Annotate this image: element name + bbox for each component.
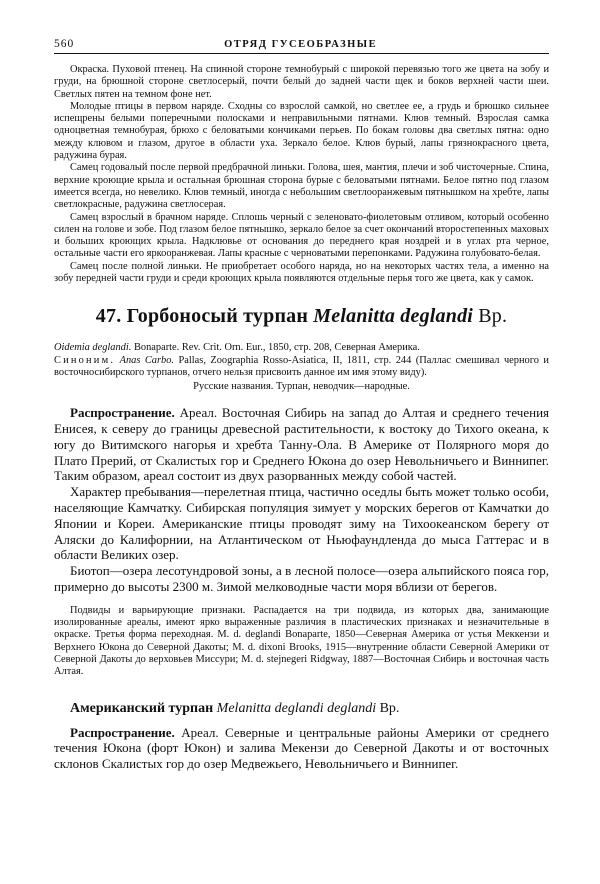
synonymy (54, 342, 549, 379)
synonym-latin-2: Anas Carbo. (119, 354, 175, 366)
header-rule (54, 53, 549, 54)
paragraph-subspecies: Подвиды и варьирующие признаки. Распадается на три подвида, из которых два, занимающие изолированные ареалы, имеют ярко выраженные различия в пластических признаках и незначительные в окраске. Третья форма переходная. M. d. deglandi Bonaparte, 1850—Северная Америка от устья Меккензи и Верхнего Юкона до Северной Дакоты; M. d. dixoni Brooks, 1915—внутренние области Северной Америки от Северной Дакоты до верховьев Миссури; M. d. stejnegeri Ridgway, 1887—Восточная Сибирь и восточная часть Алтая. (54, 604, 549, 678)
paragraph-yearling-male: Самец годовалый после первой предбрачной линьки. Голова, шея, мантия, плечи и зоб чисточерные. Спина, верхние кроющие крыла и остальная брюшная сторона бурые с беловатыми пятнами. Белое пятно под глазом имеется всегда, но невелико. Клюв темный, иногда с небольшим светлооранжевым пятнышком на хребте, лапы светлокрасные, радужина светлосерая. (54, 162, 549, 211)
american-distribution-label: Распространение. (70, 724, 175, 740)
paragraph-coloration: Окраска. Пуховой птенец. На спинной стороне темнобурый с широкой перевязью того же цвета на зобу и груди, на брюшной стороне светлосерый, почти белый до задней части щек и боков верхней части шеи. Светлых пятен на темном фоне нет. (54, 64, 549, 100)
subspecies-name: Американский турпан (70, 700, 214, 716)
paragraph-male-molt: Самец после полной линьки. Не приобретает особого наряда, но на некоторых частях тела, а именно на зобу передней части груди и среди кроющих крыла появляются отдельные перья того же цвета, как у самок. (54, 260, 549, 285)
species-heading (54, 305, 549, 328)
species-latin: Melanitta deglandi (313, 305, 474, 328)
book-page (54, 36, 549, 772)
page-number: 560 (54, 38, 75, 50)
paragraph-character: Характер пребывания—перелетная птица, частично оседлы быть может только особи, населяющие Камчатку. Сибирская популяция зимует у морских берегов от Камчатки до Японии и Кореи. Американские птицы проводят зиму на Тихоокеанском берегу от Аляски до Калифорнии, на Атлантическом от Ньюфаундленда до мыса Гаттерас и в области Великих озер. (54, 484, 549, 563)
paragraph-distribution (54, 405, 549, 484)
species-number-name: 47. Горбоносый турпан (95, 305, 309, 328)
paragraph-american-distribution (54, 725, 549, 772)
distribution-text: Ареал. Восточная Сибирь на запад до Алтая и среднего течения Енисея, к северу до границы древесной растительности, к востоку до Тихого океана, к югу до Витимского нагорья и хребта Танну-Ола. В Америке от Полярного моря до Плато Прерий, от Скалистых гор и Среднего Юкона до озер Невольничьего и Виннипег. Таким образом, ареал состоит из двух разорванных между собой частей. (54, 405, 550, 484)
subspecies-latin: Melanitta deglandi deglandi (216, 700, 377, 716)
american-distribution-text: Ареал. Северные и центральные районы Америки от среднего течения Юкона (форт Юкон) и залива Мекензи до Северной Дакоты и от восточных склонов Скалистых гор до озер Медвежьего, Невольничьего и Виннипег. (54, 724, 550, 772)
american-text (54, 725, 549, 772)
subspecies-author: Bp. (379, 700, 400, 716)
species-author: Bp. (478, 305, 508, 328)
russian-names: Русские названия. Турпан, неводчик—народные. (193, 381, 410, 393)
synonymy-line-1 (54, 342, 549, 354)
page-header (54, 36, 549, 50)
synonym-ref-1: Bonaparte. Rev. Crit. Orn. Eur., 1850, стр. 208, Северная Америка. (133, 342, 420, 354)
synonymy-line-2 (54, 355, 549, 380)
synonym-latin-1: Oidemia deglandi. (54, 342, 132, 354)
main-text (54, 405, 549, 595)
distribution-label: Распространение. (70, 405, 175, 421)
paragraph-biotope: Биотоп—озера лесотундровой зоны, а в лесной полосе—озера альпийского пояса гор, примерно до высоты 2300 м. Зимой мелководные части моря вблизи от берегов. (54, 563, 549, 594)
synonym-label: Синоним. (54, 354, 116, 366)
paragraph-young: Молодые птицы в первом наряде. Сходны со взрослой самкой, но светлее ее, а грудь и брюшко сильнее испещрены белыми поперечными полосками и неправильными пятнами. Клюв темный. Взрослая самка одноцветная темнобурая, брюхо с беловатыми кончиками перьев. По бокам головы два светлых пятна: одно между клювом и глазом, другое в области уха. Зеркало белое. Клюв бурый, лапы грязнокрасного цвета, радужина бурая. (54, 100, 549, 162)
synonym-ref-2: Pallas, Zoographia Rosso-Asiatica, II, 1811, стр. 244 (Паллас смешивал черного и восточносибирского турпанов, отчего нельзя присвоить данное им имя этому виду). (54, 354, 549, 378)
plumage-description (54, 64, 549, 285)
paragraph-adult-male: Самец взрослый в брачном наряде. Сплошь черный с зеленовато-фиолетовым отливом, который особенно силен на голове и зобе. Под глазом белое пятнышко, зеркало белое за счет окончаний второстепенных маховых и больших кроющих крыла. Надклювье от основания до переднего края ноздрей и в углах рта черное, остальные части его яркооранжевая. Лапы красные с черноватыми перепонками. Радужина голубовато-белая. (54, 211, 549, 260)
subspecies-heading (70, 701, 549, 717)
subspecies-note (54, 605, 549, 679)
running-title: ОТРЯД ГУСЕОБРАЗНЫЕ (224, 39, 378, 50)
